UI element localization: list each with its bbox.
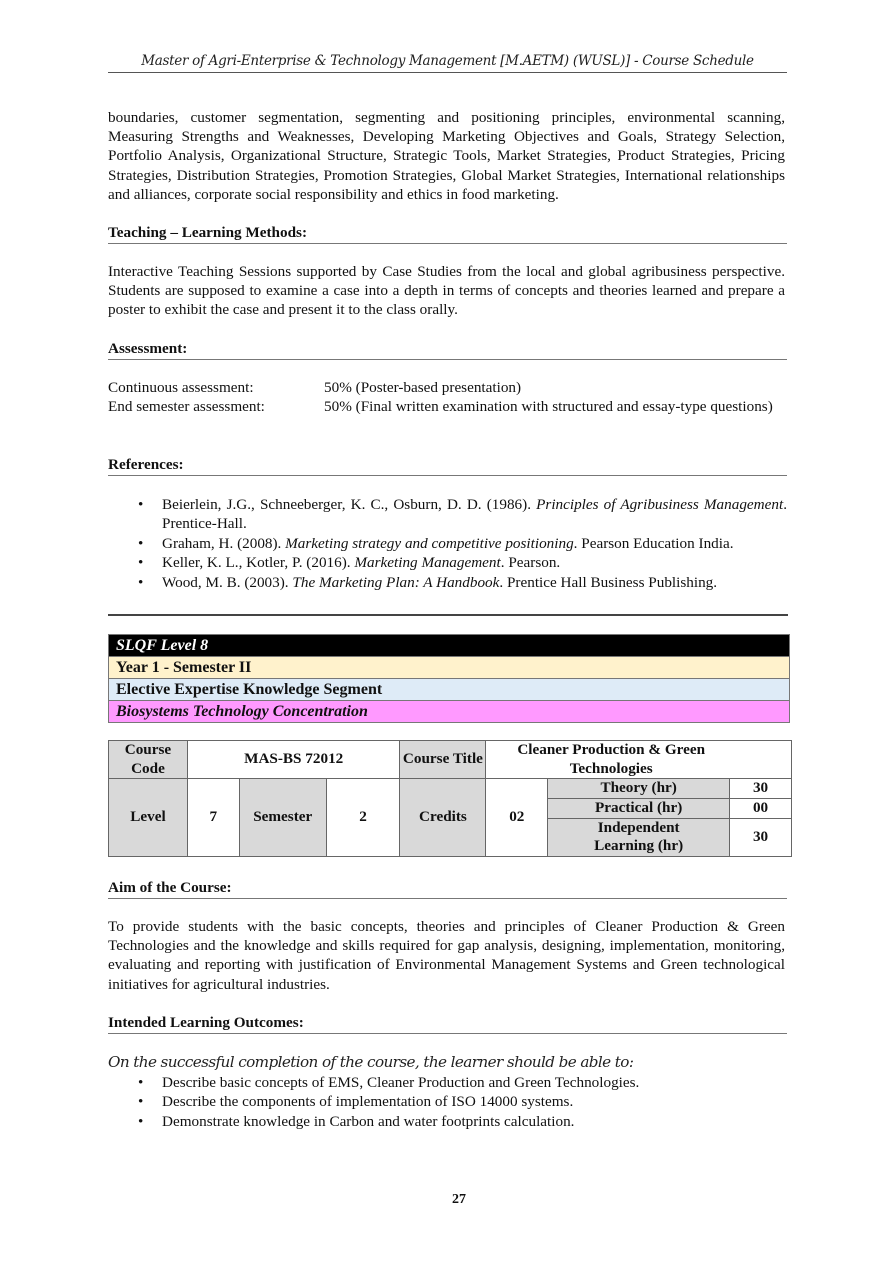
page-number: 27: [452, 1192, 466, 1207]
ilo-intro: On the successful completion of the course, the learner should be able to:: [108, 1053, 634, 1071]
course-classification-bands: [108, 634, 790, 723]
semester-label: Semester: [239, 779, 326, 857]
segment-band: Elective Expertise Knowledge Segment: [109, 679, 790, 701]
independent-learning-hours-value: 30: [730, 818, 792, 856]
aim-text: To provide students with the basic concepts, theories and principles of Cleaner Production & Green Technologies and the knowledge and skills required for gap analysis, designing, implementation, monitoring, evaluating and reporting with justification of Environmental Management Systems and Green technological initiatives for agricultural industries.: [108, 918, 785, 993]
bullet-icon: •: [138, 1112, 144, 1130]
bullet-icon: •: [138, 573, 144, 591]
ilo-item: • Demonstrate knowledge in Carbon and water footprints calculation.: [138, 1112, 575, 1130]
content-continuation: boundaries, customer segmentation, segmenting and positioning principles, environmental scanning, Measuring Strengths and Weaknesses, Developing Marketing Objectives and Goals, Strategy Selection, Portfolio Analysis, Organizational Structure, Strategic Tools, Market Strategies, Product Strategies, Pricing Strategies, Distribution Strategies, Promotion Strategies, Global Market Strategies, International relationships and alliances, corporate social responsibility and ethics in food marketing.: [108, 109, 785, 203]
reference-item: • Keller, K. L., Kotler, P. (2016). Marketing Management. Pearson.: [138, 554, 561, 572]
ilo-list: [108, 1073, 787, 1131]
bullet-icon: •: [138, 1074, 144, 1091]
section-divider: [108, 614, 788, 616]
concentration-band: Biosystems Technology Concentration: [109, 701, 790, 723]
reference-item: • Graham, H. (2008). Marketing strategy and competitive positioning. Pearson Education India.: [138, 534, 734, 552]
reference-title: The Marketing Plan: A Handbook: [292, 573, 500, 591]
reference-title: Marketing strategy and competitive positioning: [285, 534, 574, 552]
assessment-label: Continuous assessment:: [108, 379, 254, 396]
theory-hours-label: Theory (hr): [548, 779, 730, 799]
theory-hours-value: 30: [730, 779, 792, 799]
slqf-level-band: SLQF Level 8: [109, 635, 790, 657]
bullet-icon: •: [138, 1093, 144, 1111]
ilo-item: • Describe basic concepts of EMS, Cleaner Production and Green Technologies.: [138, 1074, 640, 1091]
level-value: 7: [187, 779, 239, 857]
ilo-heading: Intended Learning Outcomes:: [108, 1013, 787, 1034]
aim-heading: Aim of the Course:: [108, 878, 787, 899]
teaching-methods-heading: Teaching – Learning Methods:: [108, 223, 787, 244]
semester-value: 2: [326, 779, 400, 857]
course-code-label: Course Code: [109, 741, 188, 779]
assessment-value: 50% (Poster-based presentation): [324, 379, 522, 396]
assessment-value: 50% (Final written examination with structured and essay-type questions): [324, 398, 773, 415]
practical-hours-value: 00: [730, 799, 792, 819]
teaching-methods-text: Interactive Teaching Sessions supported by Case Studies from the local and global agribusiness perspective. Students are supposed to examine a case into a depth in terms of concepts and theories learned and prepare a poster to exhibit the case and present it to the class orally.: [108, 263, 785, 319]
course-title-value: Cleaner Production & Green Technologies: [486, 741, 792, 779]
practical-hours-label: Practical (hr): [548, 799, 730, 819]
bullet-icon: •: [138, 554, 144, 572]
reference-item: • Wood, M. B. (2003). The Marketing Plan: A Handbook. Prentice Hall Business Publishing.: [138, 573, 718, 591]
year-semester-band: Year 1 - Semester II: [109, 657, 790, 679]
ilo-item: • Describe the components of implementation of ISO 14000 systems.: [138, 1093, 574, 1111]
bullet-icon: •: [138, 496, 144, 513]
course-title-label: Course Title: [400, 741, 486, 779]
assessment-label: End semester assessment:: [108, 398, 265, 415]
credits-label: Credits: [400, 779, 486, 857]
assessment-heading: Assessment:: [108, 339, 787, 360]
course-info-table: [108, 740, 792, 857]
level-label: Level: [109, 779, 188, 857]
references-list: [108, 495, 787, 592]
independent-learning-hours-label: Independent Learning (hr): [548, 818, 730, 856]
reference-item: • Beierlein, J.G., Schneeberger, K. C., Osburn, D. D. (1986). Principles of Agribusiness Management. Prentice-Hall.: [138, 496, 787, 533]
reference-title: Marketing Management: [354, 554, 501, 572]
bullet-icon: •: [138, 534, 144, 552]
course-code-value: MAS-BS 72012: [187, 741, 400, 779]
running-header: Master of Agri-Enterprise & Technology Management [M.AETM) (WUSL)] - Course Schedule: [108, 53, 787, 73]
references-heading: References:: [108, 455, 787, 476]
credits-value: 02: [486, 779, 548, 857]
reference-title: Principles of Agribusiness Management: [536, 496, 784, 513]
